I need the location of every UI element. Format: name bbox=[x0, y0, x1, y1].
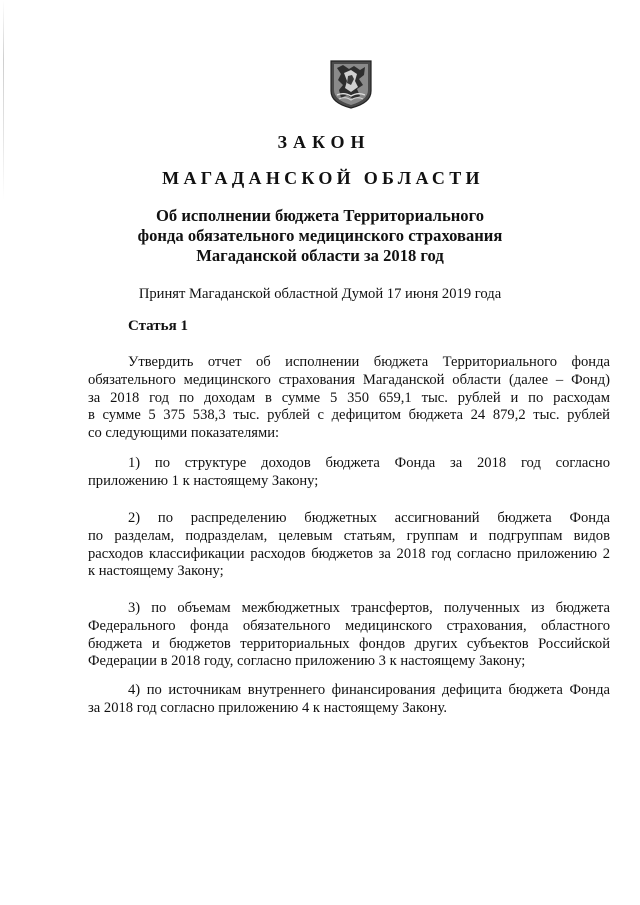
region-title: МАГАДАНСКОЙ ОБЛАСТИ bbox=[162, 168, 484, 188]
list-item-2 bbox=[88, 510, 610, 581]
paragraph-line: приложению 1 к настоящему Закону; bbox=[88, 472, 319, 489]
intro-paragraph bbox=[88, 354, 610, 443]
law-subject-line: Магаданской области за 2018 год bbox=[196, 246, 444, 265]
paragraph-line: Утвердить отчет об исполнении бюджета Территориального фонда bbox=[128, 354, 610, 370]
paragraph-line: со следующими показателями: bbox=[88, 425, 280, 442]
paragraph-line: бюджета и бюджетов территориальных фондов других субъектов Российской bbox=[88, 635, 610, 652]
list-item-3 bbox=[88, 600, 610, 671]
paragraph-line: расходов классификации расходов бюджетов за 2018 год согласно приложению 2 bbox=[88, 545, 610, 562]
paragraph-line: 3) по объемам межбюджетных трансфертов, полученных из бюджета bbox=[128, 600, 610, 616]
paragraph-line: в сумме 5 375 538,3 тыс. рублей с дефицитом бюджета 24 879,2 тыс. рублей bbox=[88, 407, 610, 424]
paragraph-line: 1) по структуре доходов бюджета Фонда за 2018 год согласно bbox=[128, 455, 610, 471]
paragraph-line: обязательного медицинского страхования Магаданской области (далее – Фонд) bbox=[88, 371, 610, 388]
law-title: ЗАКОН bbox=[277, 132, 371, 152]
paragraph-line: 2) по распределению бюджетных ассигнований бюджета Фонда bbox=[128, 510, 610, 526]
article-heading: Статья 1 bbox=[128, 318, 188, 334]
paragraph-line: Федерации в 2018 году, согласно приложению 3 к настоящему Закону; bbox=[88, 653, 526, 670]
paragraph-line: Федерального фонда обязательного медицинского страхования, областного bbox=[88, 617, 610, 634]
paragraph-line: 4) по источникам внутреннего финансирования дефицита бюджета Фонда bbox=[128, 682, 610, 698]
law-subject-line: Об исполнении бюджета Территориального bbox=[155, 206, 485, 225]
list-item-4 bbox=[88, 682, 610, 718]
paragraph-line: к настоящему Закону; bbox=[88, 563, 224, 580]
coat-of-arms-icon bbox=[329, 59, 373, 109]
list-item-1 bbox=[88, 455, 610, 491]
law-subject-line: фонда обязательного медицинского страхования bbox=[137, 226, 503, 245]
paragraph-line: за 2018 год согласно приложению 4 к настоящему Закону. bbox=[88, 699, 447, 716]
paragraph-line: по разделам, подразделам, целевым статьям, группам и подгруппам видов bbox=[88, 527, 610, 544]
paragraph-line: за 2018 год по доходам в сумме 5 350 659,1 тыс. рублей и по расходам bbox=[88, 389, 610, 406]
adoption-note: Принят Магаданской областной Думой 17 июня 2019 года bbox=[138, 286, 502, 302]
law-subject bbox=[0, 206, 640, 266]
